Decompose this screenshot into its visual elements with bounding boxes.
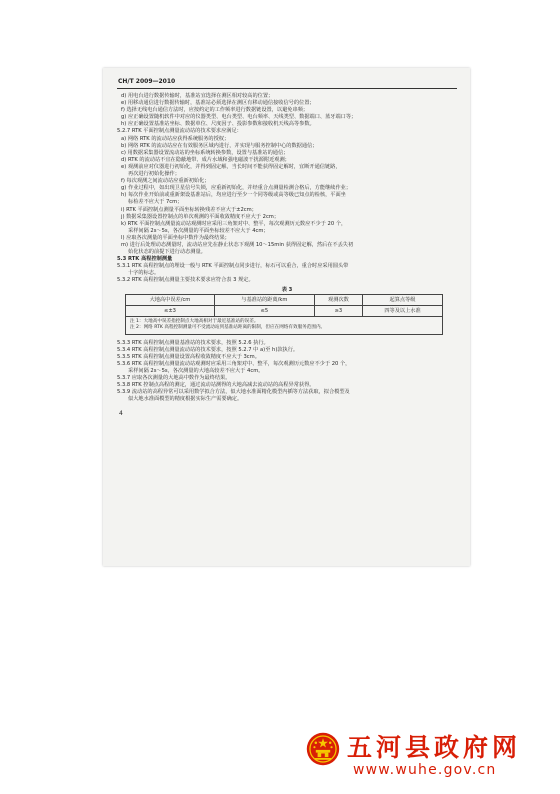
section-5-3-heading: 5.3 RTK 高程控制测量: [117, 256, 173, 263]
list-item: e) 用移动通信进行数据传输时，基准站必须选择在测区有移动通信接收信号的位置；: [121, 100, 315, 107]
clause-5-3-6: 5.3.6 RTK 高程控制点测量流动站观测时应采用三角架对中、整平，每次观测历元数应不少于 20 个，: [117, 361, 351, 367]
list-item-continuation: 标检差不应大于 7cm；: [128, 199, 183, 206]
list-item-continuation: 采样间隔 2s～5s，各次测量的平面坐标较差不应大于 4cm；: [128, 227, 269, 234]
list-item: e) 观测前应对仪器进行初始化，并得到固定解，当长时间不能获得固定解时，宜断开通信链路，: [121, 163, 341, 170]
list-item: b) 网络 RTK 的流动站应在有效服务区域内进行，并实现与服务控制中心的数据通信；: [121, 142, 318, 149]
table-header-cell: 与基准站的距离/km: [214, 294, 314, 305]
table-cell: ≤±3: [126, 305, 215, 316]
clause-5-3-1-continuation: 十字的标志。: [128, 270, 160, 277]
page-number: 4: [119, 409, 123, 417]
header-rule: [117, 88, 457, 89]
list-item: i) RTK 平面控制点测量平面坐标转换残差不应大于±2cm；: [121, 206, 257, 213]
table-header-cell: 大地高中误差/cm: [126, 294, 215, 305]
table-note-2: 注 2：网络 RTK 高程控制测量可不受流动站到基准站距离的限制，但应在网络有效服务范围内。: [130, 325, 326, 331]
table-cell: 四等及以上水准: [363, 305, 443, 316]
clause-5-3-2: 5.3.2 RTK 高程控制点测量主要技术要求应符合表 3 规定。: [117, 277, 254, 284]
clause-5-3-8: 5.3.8 RTK 控制点高程的测定，通过流动站测得的大地高减去流动站的高程异常获得。: [117, 382, 315, 389]
list-item: h) 应正确设置基准站坐标、数据单位、尺度因子、投影参数和接收机天线高等参数。: [121, 121, 315, 128]
table-header-cell: 起算点等级: [363, 294, 443, 305]
list-item: k) RTK 平面控制点测量流动站观测时应采用三角架对中、整平，每次观测历元数应不少于 20 个，: [121, 220, 347, 227]
clause-5-3-4: 5.3.4 RTK 高程控制点测量流动站的技术要求，按照 5.2.7 中 a)至 h)款执行。: [117, 346, 299, 353]
list-item: h) 每次作业开始前或重新架设基准站后，均应进行至少一个同等级或高等级已知点的检核，平面坐: [121, 192, 346, 199]
list-item: g) 应正确设置随机软件中对应的仪器类型、电台类型、电台频率、天线类型、数据端口、蓝牙端口等；: [121, 114, 357, 121]
list-item-continuation: 再次进行初始化操作；: [128, 171, 180, 178]
list-item-continuation: 始化状态的前提下进行动态测量。: [128, 249, 206, 256]
list-item: d) 用电台进行数据传输时，基准站宜选择在测区相对较高的位置；: [121, 93, 274, 99]
table-header-cell: 观测次数: [314, 294, 362, 305]
table-3: [125, 294, 443, 335]
table-notes-row: [126, 316, 443, 334]
page-content: [117, 78, 457, 417]
list-item: m) 进行后处理动态测量时，流动站应先在静止状态下观测 10～15min 获得固定解，然后在不丢失初: [121, 241, 354, 248]
clause-5-3-9: 5.3.9 流动站的高程异常可以采用数学拟合方法，似大地水准面精化模型内插等方法获取，拟合模型及: [117, 389, 350, 396]
clause-5-3-6-continuation: 采样间隔 2s～5s，各次测量的大地高较差不应大于 4cm。: [128, 368, 264, 375]
list-item: g) 作业过程中，如出现卫星信号失锁，应重新初始化，并经重合点测量检测合格后，方能继续作业；: [121, 185, 352, 192]
table-header-row: [126, 294, 443, 305]
list-item: a) 网络 RTK 的流动站应获得系统服务的授权；: [121, 135, 230, 142]
clause-5-2-7-title: 5.2.7 RTK 平面控制点测量流动站的技术要求应满足：: [117, 128, 242, 135]
list-item: j) 数据采集器设置控制点的单次观测的平面收敛精度不应大于 2cm；: [121, 213, 280, 220]
document-page: [103, 68, 470, 566]
table-cell: ≤5: [214, 305, 314, 316]
clause-5-3-5: 5.3.5 RTK 高程控制点测量设置高程收敛精度不应大于 3cm。: [117, 353, 260, 360]
list-item: f) 每次观测之间流动站应重新初始化；: [121, 178, 210, 185]
table-notes: [126, 316, 443, 334]
list-item: d) RTK 的流动站不宜在隐蔽地带、成片水域和强电磁波干扰源附近观测；: [121, 156, 290, 163]
list-item: c) 用数据采集器设置流动站的坐标系统转换参数，设置与基准站的通信；: [121, 149, 289, 156]
standard-code: CH/T 2009—2010: [118, 78, 176, 85]
site-name: 五河县政府网: [347, 733, 522, 762]
table-row: [126, 305, 443, 316]
clause-5-3-3: 5.3.3 RTK 高程控制点测量基准站的技术要求，按照 5.2.6 执行。: [117, 339, 269, 346]
table-cell: ≥3: [314, 305, 362, 316]
table-caption: 表 3: [281, 286, 293, 293]
national-emblem-icon: [305, 731, 341, 767]
clause-5-3-9-continuation: 似大地水准面模型的精度根据实际生产需要确定。: [128, 396, 243, 403]
site-watermark[interactable]: [305, 728, 555, 784]
site-url[interactable]: www.wuhe.gov.cn: [353, 762, 497, 778]
table-note-1: 注 1：大地高中误差指控制点大地高相对于最近基准站的误差。: [130, 318, 259, 324]
clause-5-3-7: 5.3.7 应取各次测量的大地高中数作为最终结果。: [117, 375, 231, 382]
list-item: l) 应取各次测量的平面坐标中数作为最终结果；: [121, 234, 230, 241]
clause-5-3-1: 5.3.1 RTK 高程控制点的埋设一般与 RTK 平面控制点同步进行，标石可以重合，重合时应采用圆头带: [117, 263, 349, 270]
list-item: f) 选择无线电台通信方法时，应按约定的工作频率进行数据链设置，以避免串频；: [121, 107, 309, 114]
